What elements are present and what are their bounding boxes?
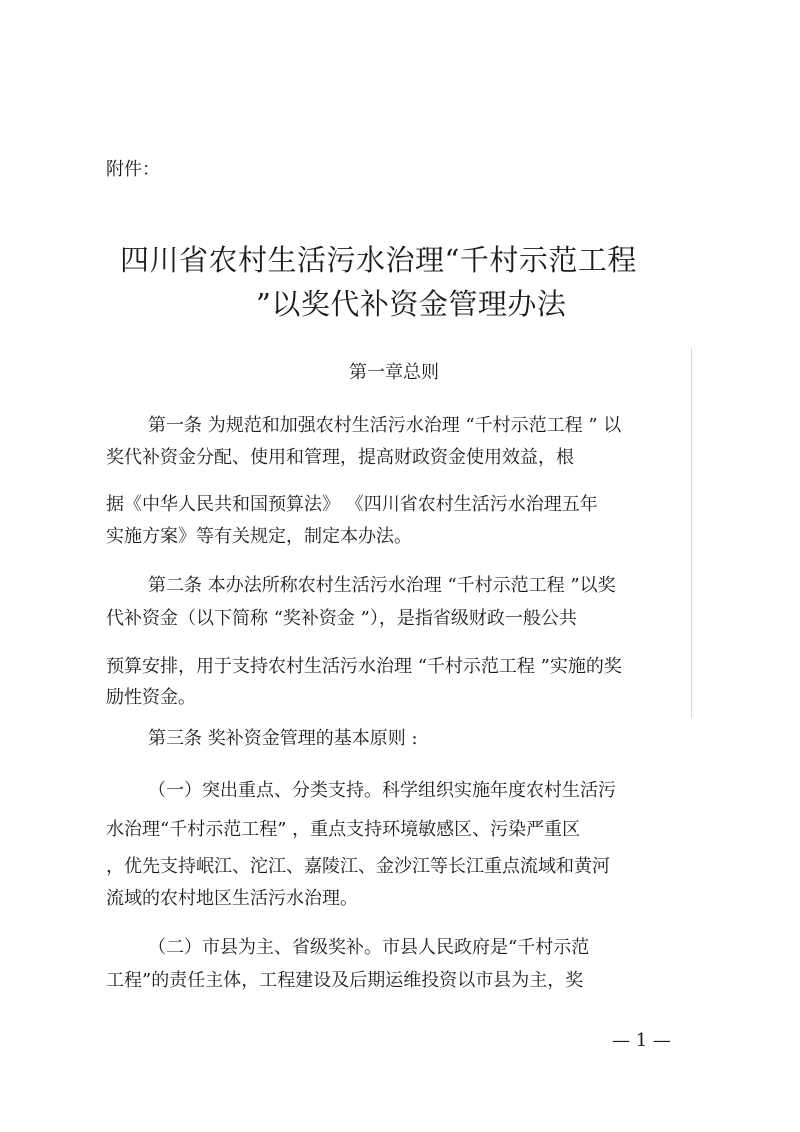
body-line: 实施方案》等有关规定，制定本办法。 (106, 526, 412, 547)
body-line: 第三条 奖补资金管理的基本原则 : (148, 728, 418, 749)
body-line: 奖代补资金分配、使用和管理，提高财政资金使用效益，根 (106, 447, 574, 468)
document-title-line-2: ”以奖代补资金管理办法 (256, 287, 567, 321)
chapter-heading: 第一章总则 (349, 362, 439, 383)
body-line: 据《中华人民共和国预算法》 《四川省农村生活污水治理五年 (106, 494, 598, 515)
body-line: 第一条 为规范和加强农村生活污水治理 “千村示范工程 ” 以 (148, 415, 622, 436)
body-line: 第二条 本办法所称农村生活污水治理 “千村示范工程 ”以奖 (148, 575, 616, 596)
body-line: 预算安排，用于支持农村生活污水治理 “千村示范工程 ”实施的奖 (106, 656, 622, 677)
page-number: — 1 — (612, 1030, 671, 1051)
document-title-line-1: 四川省农村生活污水治理“千村示范工程 (120, 243, 637, 277)
body-line: 励性资金。 (106, 687, 196, 708)
body-line: 代补资金（以下简称 “奖补资金 ”），是指省级财政一般公共 (106, 608, 577, 629)
body-line: ，优先支持岷江、沱江、嘉陵江、金沙江等长江重点流域和黄河 (106, 856, 610, 877)
body-line: （一）突出重点、分类支持。科学组织实施年度农村生活污 (148, 780, 616, 801)
body-line: 工程”的责任主体，工程建设及后期运维投资以市县为主，奖 (106, 970, 584, 991)
margin-rule (691, 348, 692, 718)
body-line: （二）市县为主、省级奖补。市县人民政府是“千村示范 (148, 937, 590, 958)
attachment-label: 附件： (106, 159, 160, 180)
body-line: 水治理“千村示范工程” ，重点支持环境敏感区、污染严重区 (106, 819, 581, 840)
body-line: 流域的农村地区生活污水治理。 (106, 888, 358, 909)
